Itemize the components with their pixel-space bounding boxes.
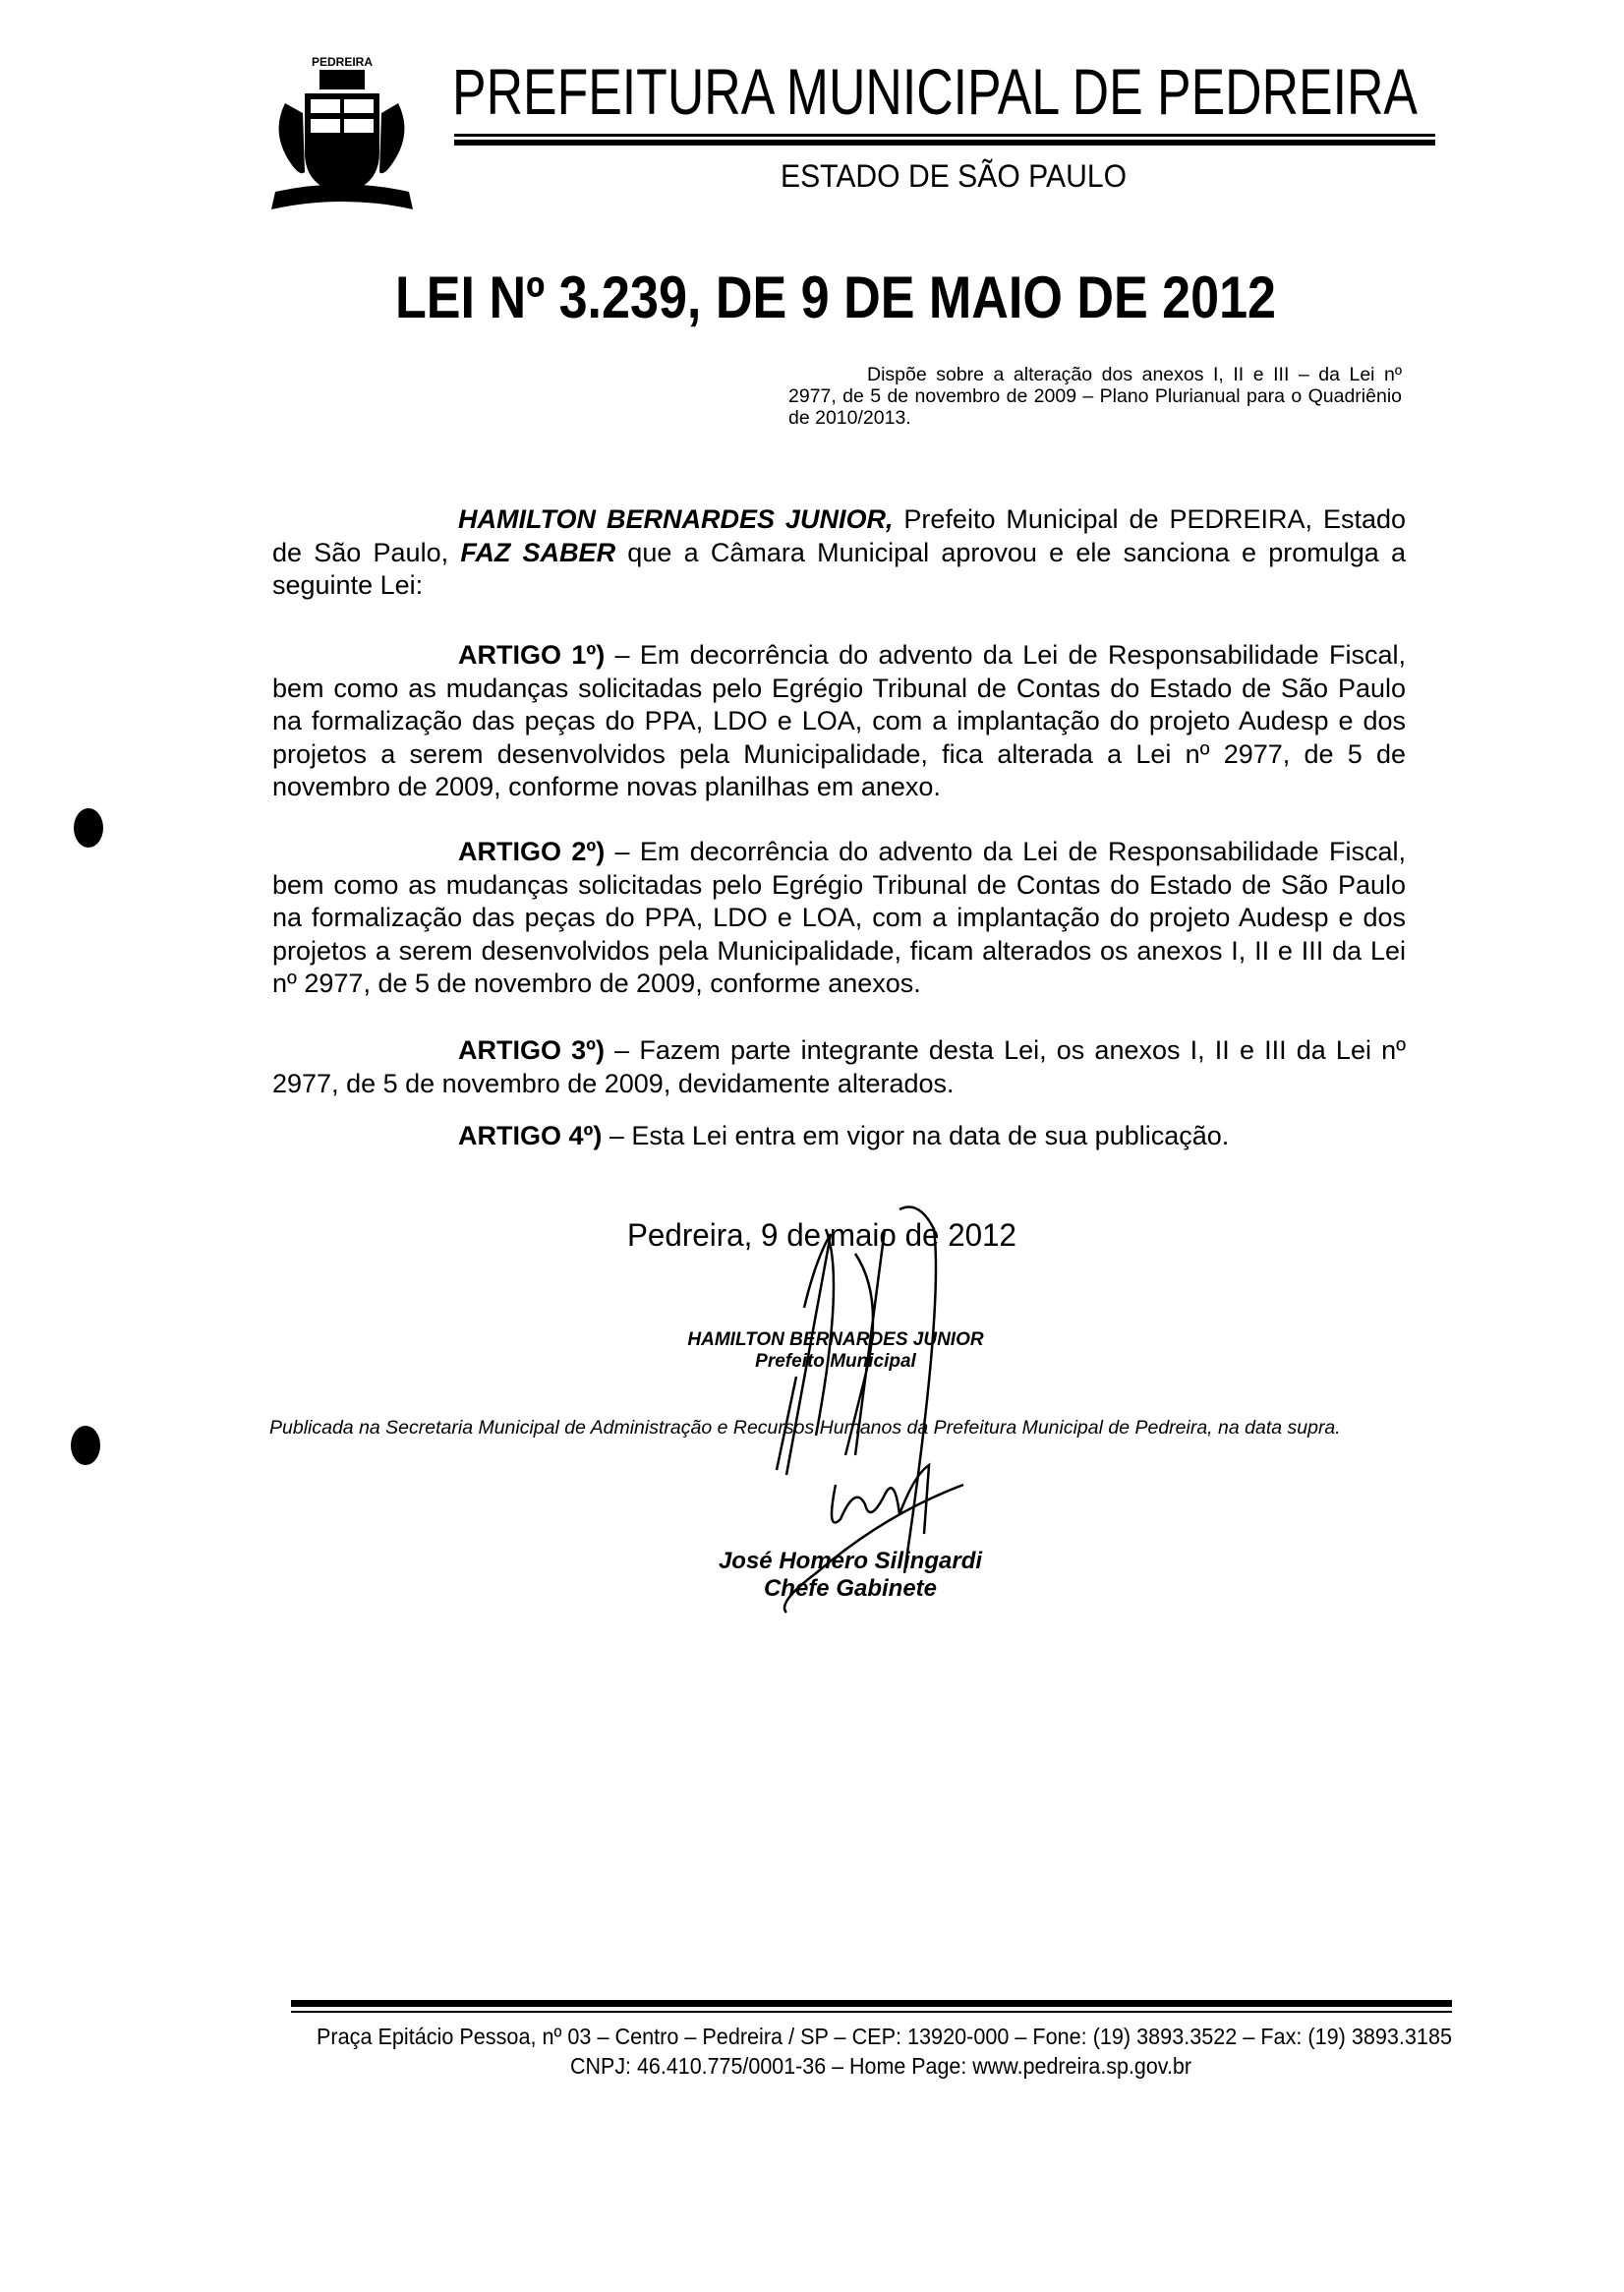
header-rule [454,134,1435,137]
law-summary: Dispõe sobre a alteração dos anexos I, II e III – da Lei nº 2977, de 5 de novembro de 2009 – Plano Plurianual para o Quadriênio de 2010/2013. [788,364,1402,429]
law-title: LEI Nº 3.239, DE 9 DE MAIO DE 2012 [395,264,1276,330]
svg-text:PEDREIRA: PEDREIRA [311,55,374,69]
binder-hole [74,808,103,848]
footer-rule [291,2011,1452,2013]
chief-signature-name: José Homero Silingardi [718,1548,983,1574]
state-subtitle: ESTADO DE SÃO PAULO [781,158,1127,194]
article-text: – Esta Lei entra em vigor na data de sua publicação. [602,1121,1230,1150]
faz-saber: FAZ SABER [460,537,616,567]
footer-rule [291,2000,1452,2007]
footer-contact: CNPJ: 46.410.775/0001-36 – Home Page: www.pedreira.sp.gov.br [570,2053,1191,2079]
article-3 [272,1034,1406,1100]
footer-address: Praça Epitácio Pessoa, nº 03 – Centro – Pedreira / SP – CEP: 13920-000 – Fone: (19) 3893.3522 – Fax: (19) 3893.3185 [317,2024,1452,2049]
article-1 [272,639,1406,804]
coat-of-arms-logo [265,54,418,211]
binder-hole [71,1426,100,1465]
article-label: ARTIGO 4º) [458,1121,603,1150]
mayor-signature-title: Prefeito Municipal [755,1351,916,1372]
article-label: ARTIGO 1º) [458,640,606,670]
article-label: ARTIGO 2º) [458,837,606,866]
mayor-name: HAMILTON BERNARDES JUNIOR, [458,504,894,534]
place-date: Pedreira, 9 de maio de 2012 [627,1217,1016,1253]
chief-signature-block [629,1548,1072,1603]
preamble-text: que a Câmara Municipal aprovou e ele sanciona e promulga a seguinte Lei: [272,537,1407,601]
mayor-signature-name: HAMILTON BERNARDES JUNIOR [687,1329,984,1350]
institution-title: PREFEITURA MUNICIPAL DE PEDREIRA [452,55,1418,128]
mayor-signature-block [590,1329,1081,1373]
article-text: – Em decorrência do advento da Lei de Responsabilidade Fiscal, bem como as mudanças solicitadas pelo Egrégio Tribunal de Contas do Estado de São Paulo na formalização das peças do PPA, LDO e LOA, com a implantação do projeto Audesp e dos projetos a serem desenvolvidos pela Municipalidade, fica alterada a Lei nº 2977, de 5 de novembro de 2009, conforme novas planilhas em anexo. [272,640,1406,802]
article-label: ARTIGO 3º) [458,1035,606,1065]
header-rule [454,140,1435,146]
publication-note: Publicada na Secretaria Municipal de Administração e Recursos Humanos da Prefeitura Municipal de Pedreira, na data supra. [269,1417,1341,1439]
article-4 [272,1120,1406,1153]
preamble [272,503,1406,603]
chief-signature-title: Chefe Gabinete [763,1575,938,1602]
article-text: – Fazem parte integrante desta Lei, os anexos I, II e III da Lei nº 2977, de 5 de novembro de 2009, devidamente alterados. [272,1035,1406,1098]
article-text: – Em decorrência do advento da Lei de Responsabilidade Fiscal, bem como as mudanças solicitadas pelo Egrégio Tribunal de Contas do Estado de São Paulo na formalização das peças do PPA, LDO e LOA, com a implantação do projeto Audesp e dos projetos a serem desenvolvidos pela Municipalidade, ficam alterados os anexos I, II e III da Lei nº 2977, de 5 de novembro de 2009, conforme anexos. [272,837,1406,999]
preamble-text: Prefeito Municipal de PEDREIRA, Estado de São Paulo, [272,504,1406,567]
article-2 [272,836,1406,1001]
